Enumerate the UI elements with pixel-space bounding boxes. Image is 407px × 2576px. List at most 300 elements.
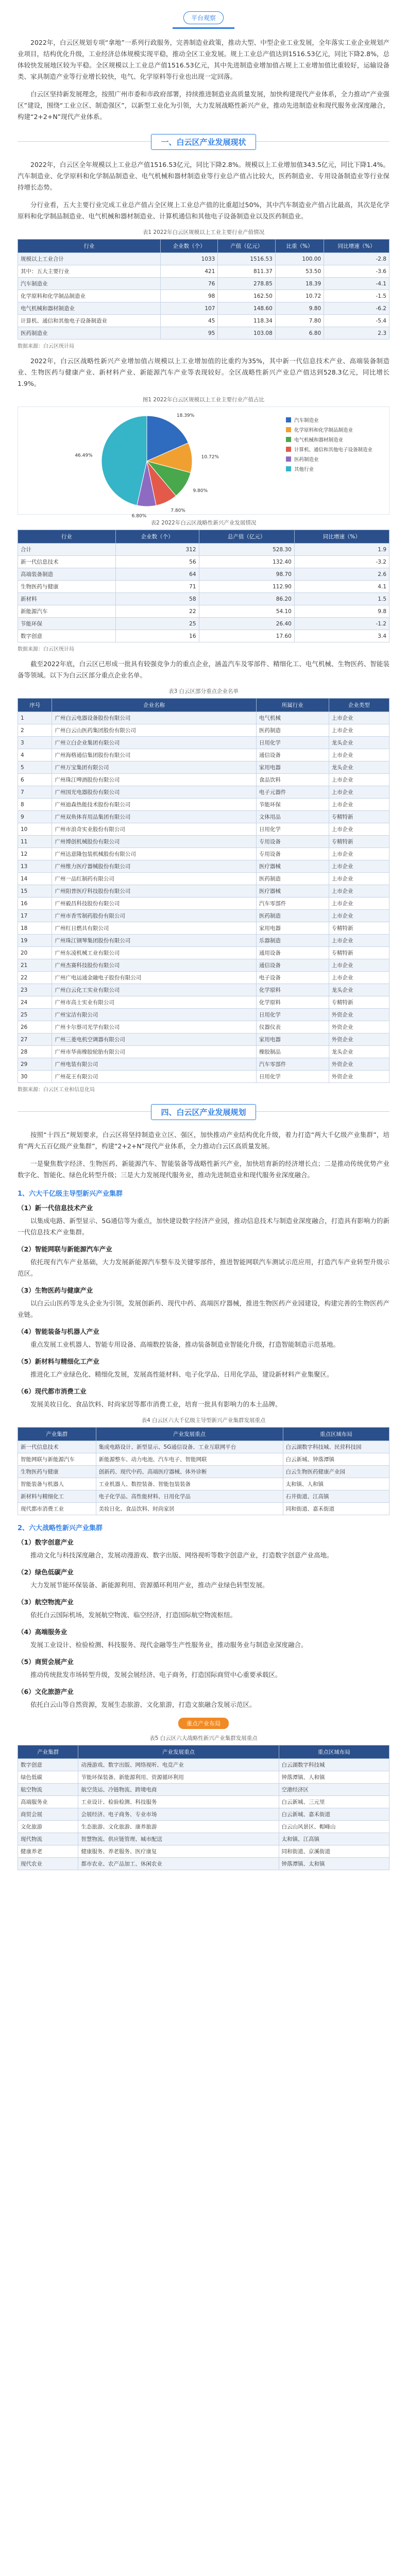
table-cell: 节能环保装备、新能源利用、资源循环利用: [78, 1771, 279, 1784]
s3-paragraph-2: 一是聚焦数字经济、生物医药、新能源汽车、智能装备等战略性新兴产业，加快培育新的经济增长点；二是推动传统优势产业数字化、智能化、绿色化转型升级；三是大力发展现代服务业，推动先进制造业和现代服务业深度融合。: [18, 1160, 389, 1179]
table-cell: 美妆日化、食品饮料、时尚家居: [96, 1503, 283, 1515]
table-row: [18, 290, 389, 302]
table-cell: 龙头企业: [329, 737, 389, 749]
table-row: [18, 848, 389, 860]
pie-legend: [286, 416, 384, 475]
table-cell: -3.6: [324, 265, 389, 278]
table-cell: 421: [160, 265, 217, 278]
table-cell: 创新药、现代中药、高端医疗器械、体外诊断: [96, 1466, 283, 1478]
table-header-cell: 重点区域布局: [279, 1745, 389, 1759]
table-row: [18, 885, 389, 897]
table-cell: 龙头企业: [329, 984, 389, 996]
table-cell: 22: [115, 605, 199, 618]
table-cell: 广州阳普医疗科技股份有限公司: [52, 885, 256, 897]
table-header-cell: 企业类型: [329, 699, 389, 712]
table-row: [18, 959, 389, 972]
table-cell: 27: [18, 1033, 52, 1046]
table-cell: 广州一品红制药有限公司: [52, 873, 256, 885]
cluster-focus-table: [18, 1427, 389, 1515]
table-cell: 会展经济、电子商务、专业市场: [78, 1808, 279, 1821]
table-cell: 1.9: [294, 544, 389, 556]
table-cell: 节能环保: [18, 618, 116, 630]
table-header-cell: 重点区域布局: [283, 1428, 389, 1441]
cluster-item-title: （5）商贸会展产业: [18, 1658, 74, 1666]
table-cell: 工业设计、检验检测、科技服务: [78, 1796, 279, 1808]
key-enterprise-table: [18, 698, 389, 1083]
legend-label: 汽车制造业: [294, 418, 319, 423]
table-cell: 上市企业: [329, 774, 389, 786]
table-cell: 钟落潭镇、人和镇: [279, 1771, 389, 1784]
table-row: [18, 1453, 389, 1466]
table-cell: 健康养老: [18, 1845, 78, 1858]
table-cell: 龙头企业: [329, 761, 389, 774]
table-row: [18, 749, 389, 761]
table-cell: 汽车制造业: [18, 278, 161, 290]
table-row: [18, 253, 389, 265]
table-cell: 电子化学品、高性能材料、日用化学品: [96, 1490, 283, 1503]
table-cell: 商贸会展: [18, 1808, 78, 1821]
industry-output-table: [18, 239, 389, 340]
table-cell: 动漫游戏、数字出版、网络视听、电竞产业: [78, 1759, 279, 1771]
pie-data-label: 10.72%: [201, 454, 219, 460]
cluster-list-2: [18, 1537, 389, 1710]
table-cell: 广州卡尔蔡司光学有限公司: [52, 1021, 256, 1033]
table-cell: 1: [18, 712, 52, 724]
table-row: [18, 774, 389, 786]
table-row: [18, 836, 389, 848]
table-row: [18, 1503, 389, 1515]
table-cell: 103.08: [218, 327, 275, 340]
table-cell: 生物医药与健康: [18, 1466, 96, 1478]
table-cell: 86.20: [199, 593, 294, 605]
table-cell: 化学原料: [256, 984, 329, 996]
table-cell: 空港经济区: [279, 1784, 389, 1796]
table-cell: 25: [115, 618, 199, 630]
table-cell: 7: [18, 786, 52, 799]
table-header-cell: 行业: [18, 530, 116, 544]
table-cell: 3.4: [294, 630, 389, 642]
subsection-heading-2: 2、六大战略性新兴产业集群: [18, 1524, 103, 1532]
section-header-3: [18, 1104, 389, 1120]
table-cell: 工业机器人、数控装备、智能包装装备: [96, 1478, 283, 1490]
table-row: [18, 1833, 389, 1845]
table-cell: 76: [160, 278, 217, 290]
legend-label: 其他行业: [294, 467, 314, 472]
table-cell: -1.2: [294, 618, 389, 630]
table-cell: 上市企业: [329, 885, 389, 897]
table-cell: 64: [115, 568, 199, 581]
legend-item: [286, 455, 384, 463]
table-row: [18, 1033, 389, 1046]
table-row: [18, 278, 389, 290]
table-row: [18, 935, 389, 947]
table-row: [18, 897, 389, 910]
table-cell: 上市企业: [329, 897, 389, 910]
table-cell: 外资企业: [329, 1071, 389, 1083]
cluster-item-text: 推动传统批发市场转型升级，发展会展经济、电子商务，打造国际商贸中心重要承载区。: [30, 1671, 282, 1679]
emerging-industry-table: [18, 530, 389, 642]
cluster-item-text: 发展美妆日化、食品饮料、时尚家居等都市消费工业，培育一批具有影响力的本土品牌。: [30, 1400, 282, 1408]
cluster-list-1: [18, 1203, 389, 1410]
table-cell: 专精特新: [329, 947, 389, 959]
table-row: [18, 922, 389, 935]
legend-swatch: [286, 466, 291, 471]
table-cell: 上市企业: [329, 823, 389, 836]
table-cell: 16: [18, 897, 52, 910]
table-cell: 112.90: [199, 581, 294, 593]
table-cell: 71: [115, 581, 199, 593]
legend-swatch: [286, 447, 291, 452]
legend-label: 计算机、通信和其他电子设备制造业: [294, 447, 373, 453]
legend-swatch: [286, 427, 291, 432]
table-header-cell: 企业数（个）: [160, 240, 217, 253]
cluster-item-text: 重点发展工业机器人、智能专用设备、高端数控装备，推动装备制造业智能化升级，打造智能制造示范基地。: [30, 1341, 340, 1348]
table-row: [18, 712, 389, 724]
legend-swatch: [286, 417, 291, 422]
table-cell: 家用电器: [256, 922, 329, 935]
table-cell: 医药制造: [256, 873, 329, 885]
table-cell: 健康服务、养老服务、医疗康复: [78, 1845, 279, 1858]
table-cell: 广州市高士实业有限公司: [52, 996, 256, 1009]
table-cell: 9: [18, 811, 52, 823]
table-cell: 17.60: [199, 630, 294, 642]
table-cell: 18.39: [275, 278, 324, 290]
table-cell: 18: [18, 922, 52, 935]
table-cell: 118.34: [218, 315, 275, 327]
table-cell: 其中：五大主要行业: [18, 265, 161, 278]
table-header-cell: 企业数（个）: [115, 530, 199, 544]
intro-paragraph-1: 2022年，白云区规划专项“拿地”一系列行政服务，完善制造业政策，推动大型、中型企业工业发展，全年落实工业企业规划产业项目，结构优化升级，工业经济总体规模实现平稳，推动全区工业发展。规上工业总产值达到1516.53亿元，同比下降2.8%，总体较快发展地区较为平稳。全区规模以上工业总产值1516.53亿元，其中先进制造业增加值占规上工业增加值比重较好，运输设备类、家具制造产业等行业增长较快，电气、化学原料等行业也出现一定回落。: [18, 39, 389, 80]
table-cell: 9.80: [275, 302, 324, 315]
table-cell: -4.1: [324, 278, 389, 290]
table-cell: 1.5: [294, 593, 389, 605]
table-cell: 文体用品: [256, 811, 329, 823]
table-cell: 专精特新: [329, 836, 389, 848]
table-cell: 智能装备与机器人: [18, 1478, 96, 1490]
table-row: [18, 786, 389, 799]
table-cell: -6.2: [324, 302, 389, 315]
table-cell: 数字创意: [18, 630, 116, 642]
table-cell: 25: [18, 1009, 52, 1021]
table-row: [18, 873, 389, 885]
table1-caption: 表1 2022年白云区规模以上工业主要行业产值情况: [142, 229, 265, 235]
subsection-heading-1: 1、六大千亿级主导型新兴产业集群: [18, 1190, 123, 1198]
table-cell: 新一代信息技术: [18, 1441, 96, 1453]
table2-caption: 表2 2022年白云区战略性新兴产业发展情况: [150, 520, 257, 526]
table-cell: 上市企业: [329, 786, 389, 799]
table-row: [18, 996, 389, 1009]
table-row: [18, 984, 389, 996]
table-cell: 54.10: [199, 605, 294, 618]
table-cell: 98: [160, 290, 217, 302]
table-row: [18, 1858, 389, 1870]
table-cell: 24: [18, 996, 52, 1009]
table-cell: 数字创意: [18, 1759, 78, 1771]
table-cell: 312: [115, 544, 199, 556]
table-cell: 医疗器械: [256, 860, 329, 873]
table-cell: 14: [18, 873, 52, 885]
s1-paragraph-2: 分行业看，五大主要行业完成工业总产值占全区规上工业总产值的比重超过50%，其中汽车制造业产值占比最高，其次是化学原料和化学制品制造业、电气机械和器材制造业、计算机通信和其他电子设备制造业以及医药制造业。: [18, 201, 389, 220]
table-cell: 162.50: [218, 290, 275, 302]
table-cell: 广州国光电器股份有限公司: [52, 786, 256, 799]
table-cell: 新材料与精细化工: [18, 1490, 96, 1503]
table-cell: 航空物流: [18, 1784, 78, 1796]
table-cell: 上市企业: [329, 712, 389, 724]
table-row: [18, 910, 389, 922]
table-cell: 广州市华南橡胶轮胎有限公司: [52, 1046, 256, 1058]
table-cell: 广州杰赛科技股份有限公司: [52, 959, 256, 972]
table-cell: 53.50: [275, 265, 324, 278]
table-cell: 汽车零部件: [256, 897, 329, 910]
table-cell: 集成电路设计、新型显示、5G通信设备、工业互联网平台: [96, 1441, 283, 1453]
table-cell: 45: [160, 315, 217, 327]
table-cell: 同和街道、嘉禾街道: [283, 1503, 389, 1515]
table-cell: 龙头企业: [329, 1046, 389, 1058]
table-cell: 2.3: [324, 327, 389, 340]
table1-source: 数据来源：白云区统计局: [18, 344, 74, 349]
table-row: [18, 327, 389, 340]
table-cell: 太和镇、人和镇: [283, 1478, 389, 1490]
table-row: [18, 556, 389, 568]
table-header-cell: 总产值（亿元）: [199, 530, 294, 544]
table-cell: 1516.53: [218, 253, 275, 265]
table-cell: 21: [18, 959, 52, 972]
table-cell: 30: [18, 1071, 52, 1083]
table-cell: 新材料: [18, 593, 116, 605]
cluster-item-title: （1）新一代信息技术产业: [18, 1204, 93, 1212]
table-cell: 528.30: [199, 544, 294, 556]
cluster-item-title: （4）智能装备与机器人产业: [18, 1328, 99, 1335]
header-badge-underline: [173, 27, 234, 29]
table-cell: 高端服务业: [18, 1796, 78, 1808]
table-cell: 23: [18, 984, 52, 996]
table-cell: 汽车零部件: [256, 1058, 329, 1071]
table-cell: 新能源整车、动力电池、汽车电子、智能网联: [96, 1453, 283, 1466]
table-cell: 电子元器件: [256, 786, 329, 799]
table-cell: 2: [18, 724, 52, 737]
table2-source: 数据来源：白云区统计局: [18, 647, 74, 652]
table-cell: 专用设备: [256, 848, 329, 860]
table-cell: 4.1: [294, 581, 389, 593]
table-cell: 通信设备: [256, 959, 329, 972]
table-row: [18, 1466, 389, 1478]
table-cell: 广州红日燃具有限公司: [52, 922, 256, 935]
table-cell: 现代农业: [18, 1858, 78, 1870]
table-header-cell: 行业: [18, 240, 161, 253]
table-cell: 广州市香雪制药股份有限公司: [52, 910, 256, 922]
table-cell: 7.80: [275, 315, 324, 327]
table-row: [18, 1771, 389, 1784]
table-cell: 通用设备: [256, 947, 329, 959]
table-cell: 专用设备: [256, 836, 329, 848]
cluster-item-title: （6）现代都市消费工业: [18, 1387, 87, 1395]
table-row: [18, 1441, 389, 1453]
cluster-item-title: （4）高端服务业: [18, 1628, 67, 1636]
table-cell: 智慧物流、供应链管理、城市配送: [78, 1833, 279, 1845]
table-row: [18, 947, 389, 959]
table-row: [18, 618, 389, 630]
table-cell: 仪器仪表: [256, 1021, 329, 1033]
section-header-1: [18, 134, 389, 150]
table-cell: 上市企业: [329, 959, 389, 972]
table-cell: 3: [18, 737, 52, 749]
table-cell: 食品饮料: [256, 774, 329, 786]
table-row: [18, 1046, 389, 1058]
table-cell: 外资企业: [329, 1033, 389, 1046]
legend-item: [286, 446, 384, 453]
table-header-cell: 所属行业: [256, 699, 329, 712]
table-cell: 医药制造业: [18, 327, 161, 340]
table-row: [18, 1490, 389, 1503]
table-cell: 广州白云化工实业有限公司: [52, 984, 256, 996]
pie-data-label: 6.80%: [131, 513, 147, 519]
chart-title: 图1 2022年白云区规模以上工业主要行业产值占比: [142, 397, 265, 403]
table-cell: 9.8: [294, 605, 389, 618]
table-header-cell: 企业名称: [52, 699, 256, 712]
table-cell: 95: [160, 327, 217, 340]
table-cell: 外资企业: [329, 1021, 389, 1033]
table-cell: 11: [18, 836, 52, 848]
cluster-item-text: 推进化工产业绿色化、精细化发展，发展高性能材料、电子化学品、日用化学品，建设新材料产业集聚区。: [30, 1370, 333, 1378]
table-cell: 广州珠江钢琴集团股份有限公司: [52, 935, 256, 947]
cluster-item-text: 大力发展节能环保装备、新能源利用、资源循环利用产业，推动产业绿色转型发展。: [30, 1581, 269, 1589]
table-cell: 化学原料: [256, 996, 329, 1009]
table-cell: 29: [18, 1058, 52, 1071]
table-row: [18, 761, 389, 774]
pie-data-label: 46.49%: [75, 453, 93, 459]
cluster-item-text: 依托白云国际机场，发展航空物流、临空经济，打造国际航空物流枢纽。: [30, 1611, 237, 1619]
table-cell: 26.40: [199, 618, 294, 630]
intro-paragraph-2: 白云区坚持新发展理念，按照广州市委和市政府部署，持续推进制造业高质量发展，加快构建现代产业体系，全力推动“产业强区”建设，围绕“工业立区、制造强区”，以新型工业化为引领，大力发展战略性新兴产业，推动先进制造业和现代服务业深度融合，构建“2+2+N”现代产业体系。: [18, 90, 389, 121]
table-cell: 钟落潭镇、太和镇: [279, 1858, 389, 1870]
table-cell: 广州三菱电机空调器有限公司: [52, 1033, 256, 1046]
table-cell: 白云新城、钟落潭镇: [283, 1453, 389, 1466]
table-cell: 家用电器: [256, 761, 329, 774]
cluster-item-title: （3）航空物流产业: [18, 1598, 74, 1606]
section-title: 一、白云区产业发展现状: [151, 134, 256, 150]
table-cell: 上市企业: [329, 873, 389, 885]
cluster-item-title: （2）绿色低碳产业: [18, 1568, 74, 1576]
table-cell: 生态旅游、文化旅游、康养旅游: [78, 1821, 279, 1833]
table4-caption: 表4 白云区六大千亿级主导型新兴产业集群发展重点: [141, 1417, 266, 1423]
table-cell: 节能环保: [256, 799, 329, 811]
table3-source: 数据来源：白云区工业和信息化局: [18, 1087, 95, 1093]
table-row: [18, 581, 389, 593]
table-cell: 上市企业: [329, 972, 389, 984]
table-cell: 白云生物医药健康产业园: [283, 1466, 389, 1478]
table-cell: 日用化学: [256, 1009, 329, 1021]
legend-swatch: [286, 456, 291, 462]
table-cell: 广州迪森热能技术股份有限公司: [52, 799, 256, 811]
table-cell: 广州达意隆包装机械股份有限公司: [52, 848, 256, 860]
table-row: [18, 568, 389, 581]
pie-data-label: 9.80%: [193, 488, 208, 494]
table-header-cell: 产业集群: [18, 1745, 78, 1759]
legend-swatch: [286, 437, 291, 442]
table-cell: 专精特新: [329, 922, 389, 935]
s3-paragraph-1: 按照“十四五”规划要求，白云区将坚持制造业立区、强区，加快推动产业结构优化升级，着力打造“两大千亿级产业集群”，培育“两大五百亿级产业集群”，构建“2+2+N”现代产业体系，全力推动白云区高质量发展。: [18, 1131, 389, 1150]
legend-label: 化学原料和化学制品制造业: [294, 428, 353, 433]
pie-data-label: 7.80%: [171, 508, 185, 514]
table-cell: 专精特新: [329, 811, 389, 823]
legend-item: [286, 436, 384, 443]
table-cell: 15: [18, 885, 52, 897]
table-cell: 乐器制造: [256, 935, 329, 947]
table-cell: 148.60: [218, 302, 275, 315]
table-row: [18, 972, 389, 984]
cluster-item-text: 以集成电路、新型显示、5G通信等为重点，加快建设数字经济产业园，推动信息技术与制造业深度融合，打造具有影响力的新一代信息技术产业集群。: [18, 1217, 389, 1236]
table-cell: 家用电器: [256, 1033, 329, 1046]
table5-caption: 表5 白云区六大战略性新兴产业集群发展重点: [149, 1735, 258, 1741]
table-cell: 合计: [18, 544, 116, 556]
table-cell: 日用化学: [256, 1071, 329, 1083]
table-cell: 橡胶制品: [256, 1046, 329, 1058]
strategic-cluster-table: [18, 1745, 389, 1870]
table-cell: 20: [18, 947, 52, 959]
table-cell: 生物医药与健康: [18, 581, 116, 593]
table-cell: 新一代信息技术: [18, 556, 116, 568]
table-cell: 广州广电运通金融电子股份有限公司: [52, 972, 256, 984]
table-cell: 新能源汽车: [18, 605, 116, 618]
table-row: [18, 737, 389, 749]
table-cell: 广州白云电器设备股份有限公司: [52, 712, 256, 724]
table-cell: 同和街道、京溪街道: [279, 1845, 389, 1858]
table-cell: -2.8: [324, 253, 389, 265]
table-row: [18, 1009, 389, 1021]
table-row: [18, 1821, 389, 1833]
cluster-item-title: （5）新材料与精细化工产业: [18, 1358, 99, 1365]
header-badge: [173, 11, 234, 29]
table-cell: 外资企业: [329, 1058, 389, 1071]
table-row: [18, 1478, 389, 1490]
s1-paragraph-3: 2022年，白云区战略性新兴产业增加值占规模以上工业增加值的比重约为35%，其中新一代信息技术产业、高端装备制造业、生物医药与健康产业、新材料产业、新能源汽车产业等表现较好。全区战略性新兴产业总产值达到528.3亿元，同比增长1.9%。: [18, 357, 389, 387]
s1-paragraph-4: 截至2022年底，白云区已形成一批具有较强竞争力的重点企业，涵盖汽车及零部件、精细化工、电气机械、生物医药、智能装备等领域。以下为白云区部分重点企业名单。: [18, 660, 389, 679]
legend-label: 医药制造业: [294, 457, 319, 463]
table-cell: 石井街道、江高镇: [283, 1490, 389, 1503]
table-cell: 100.00: [275, 253, 324, 265]
table-header-cell: 产业发展重点: [78, 1745, 279, 1759]
table-cell: 绿色低碳: [18, 1771, 78, 1784]
cluster-item-title: （6）文化旅游产业: [18, 1688, 74, 1696]
cluster-item-title: （2）智能网联与新能源汽车产业: [18, 1245, 112, 1253]
table-cell: 26: [18, 1021, 52, 1033]
table-cell: 日用化学: [256, 737, 329, 749]
table-header-cell: 产值（亿元）: [218, 240, 275, 253]
table-cell: 广州白云山医药集团股份有限公司: [52, 724, 256, 737]
table-cell: 278.85: [218, 278, 275, 290]
table-cell: 电气机械和器材制造业: [18, 302, 161, 315]
table-cell: 化学原料和化学制品制造业: [18, 290, 161, 302]
table-row: [18, 1808, 389, 1821]
cluster-item-text: 以白云山医药等龙头企业为引领，发展创新药、现代中药、高端医疗器械，推进生物医药产业园建设，构建完善的生物医药产业链。: [18, 1299, 389, 1318]
pie-data-label: 18.39%: [176, 413, 195, 419]
table-row: [18, 1796, 389, 1808]
table-cell: 现代物流: [18, 1833, 78, 1845]
table-cell: 医药制造: [256, 910, 329, 922]
table-cell: 航空货运、冷链物流、跨境电商: [78, 1784, 279, 1796]
s1-paragraph-1: 2022年，白云区全年规模以上工业总产值1516.53亿元，同比下降2.8%。规模以上工业增加值343.5亿元，同比下降1.4%。汽车制造业、化学原料和化学制品制造业、电气机械和器材制造业等行业总产值占比较大，医药制造业、专用设备制造业等行业保持增长态势。: [18, 161, 389, 191]
table-cell: 广州市浪奇实业股份有限公司: [52, 823, 256, 836]
table-header-cell: 同比增速（%）: [294, 530, 389, 544]
table-header-cell: 同比增速（%）: [324, 240, 389, 253]
table-cell: 专精特新: [329, 996, 389, 1009]
table-cell: 白云山风景区、帽峰山: [279, 1821, 389, 1833]
table-cell: 都市农业、农产品加工、休闲农业: [78, 1858, 279, 1870]
table-cell: 4: [18, 749, 52, 761]
table-cell: 广州双鱼体育用品集团有限公司: [52, 811, 256, 823]
table-cell: 广州东凌机械工业有限公司: [52, 947, 256, 959]
table-cell: 上市企业: [329, 910, 389, 922]
